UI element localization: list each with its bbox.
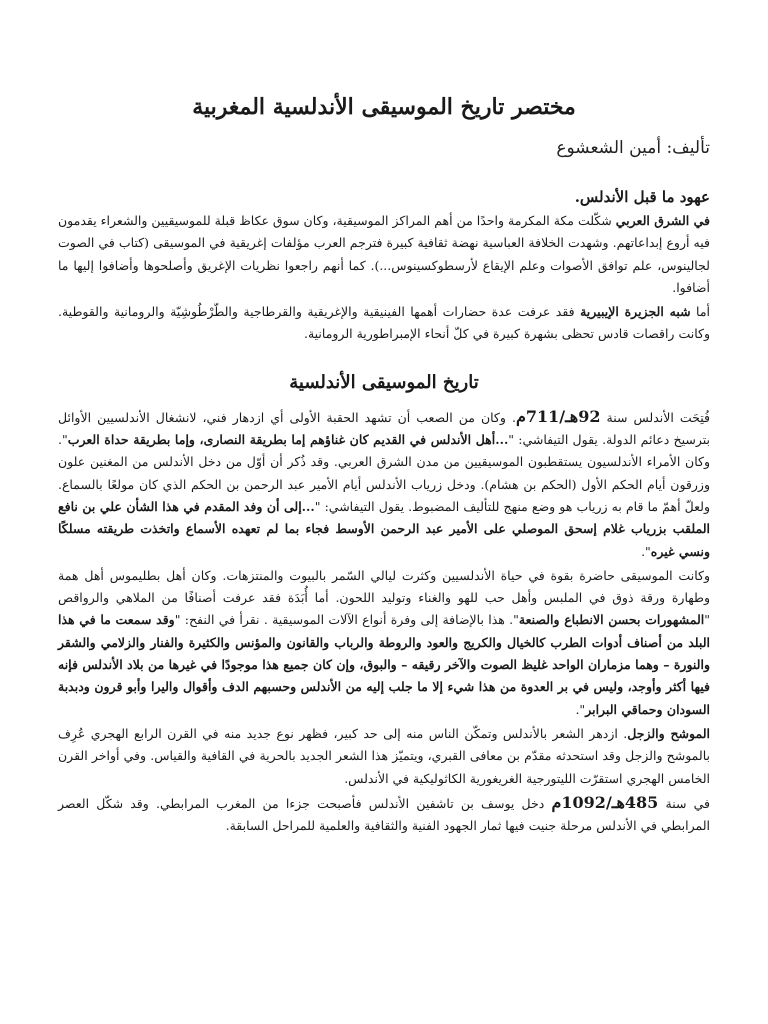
paragraph-lead: في الشرق العربي [615,213,711,228]
paragraph-text: ". [575,701,586,717]
quote-text: ...أهل الأندلس في القديم كان غناؤهم إما بطريقة النصارى، وإما بطريقة حداة العرب [67,432,509,448]
paragraph-almoravid [58,792,710,838]
year-label: 485هـ/1092م [551,792,659,812]
paragraph-text: فُتِحَت الأندلس سنة [600,409,710,425]
paragraph-music-life [58,565,710,721]
author-line: تأليف: أمين الشعشوع [556,138,710,158]
paragraph-text: في سنة [658,795,711,811]
paragraph-text: دخل يوسف بن تاشفين الأندلس فأصبحت جزءا من المغرب المرابطي. وقد شكّل العصر المرابطي في الأندلس مرحلة جنيت فيها ثمار الجهود الفنية والثقافية والعلمية للمراحل السابقة. [58,795,710,834]
section-title-andalusian-history: تاريخ الموسيقى الأندلسية [289,371,479,393]
paragraph-text: . ازدهر الشعر بالأندلس وتمكّن الناس منه إلى حد كبير، فظهر نوع جديد منه في القرن الرابع الهجري عُرِف بالموشح والزجل وقد استحدثه مقدّم بن معافى القبري، ويتميّز هذا الشعر الجديد بالحرية في القافية والقياس. وفي أواخر القرن الخامس الهجري استقرّت الليتورجية الغريغورية الكاثوليكية في الأندلس. [58,725,710,786]
paragraph-text: . وكان من الصعب أن تشهد الحقبة الأولى أي ازدهار فني، لانشغال الأندلسيين الأوائل بترسيخ دعائم الدولة. يقول التيفاشي: " [58,409,710,448]
quote-text: المشهورات بحسن الانطباع والصنعة [518,612,705,628]
paragraph-text: أما [690,304,711,320]
paragraph-lead: شبه الجزيرة الإيبيرية [580,304,691,320]
paragraph-text: وكانت الموسيقى حاضرة بقوة في حياة الأندلسيين وكثرت ليالي السّمر بالبيوت والمنتزهات. وكان أهل بطليموس أهل همة وطهارة ورقة ذوق في الملبس وأهل حب للهو والغناء وتوليد اللحون. أما أُبَدَة فقد عرفت أصنافًا من الملاهي والرواقص " [58,567,710,628]
paragraph-arab-east [58,210,710,299]
quote-text: وقد سمعت ما في هذا البلد من أصناف أدوات الطرب كالخيال والكريج والعود والروطة والرباب والقانون والمؤنس والكثيرة والفنار والزلامي والشقر والنورة – وهما مزماران الواحد غليظ الصوت والآخر رقيقه – والبوق، وإن كان جميع هذا موجودًا في غيرها من بلاد الأندلس فإنه فيها أكثر وأوجد، وليس في بر العدوة من هذا شيء إلا ما جلب إليه من الأندلس وحسبهم الدف وأقوال واليرا وأبو قرون ودبدبة السودان وحماقي البرابر [58,612,710,717]
section-heading-pre-andalus: عهود ما قبل الأندلس. [574,188,710,206]
paragraph-text: فقد عرفت عدة حضارات أهمها الفينيقية والإغريقية والقرطاجية والطّرْطُوشِيّة والرومانية والقوطية. وكانت راقصات قادس تحظى بشهرة كبيرة في كلّ أنحاء الإمبراطورية الرومانية. [58,304,710,342]
paragraph-muwashshah [58,723,710,790]
year-label: 92هـ/711م [515,406,601,426]
paragraph-lead: الموشح والزجل [627,725,710,741]
paragraph-text: ". هذا بالإضافة إلى وفرة أنواع الآلات الموسيقية . نقرأ في النفح: " [174,612,519,628]
quote-text: ...إلى أن وفد المقدم في هذا الشأن علي بن نافع الملقب بزرياب غلام إسحق الموصلي على الأمير عبد الرحمن الأوسط فجاء بما لم تعهده الأسماع واتخذت طريقته مسلكًا ونسي غيره [58,498,710,559]
document-title: مختصر تاريخ الموسيقى الأندلسية المغربية [192,94,576,120]
paragraph-text: ". [641,543,651,559]
paragraph-iberia [58,301,710,346]
paragraph-conquest [58,406,710,563]
paragraph-text: ". وكان الأمراء الأندلسيون يستقطبون الموسيقيين من مدن الشرق العربي. وقد ذُكر أن أوّل من دخل الأندلس من المغنين علون وزرقون أيام الحكم الأول (الحكم بن هشام). ودخل زرياب الأندلس أيام الأمير عبد الرحمن بن الحكم الذي كان مولعًا بالسماع. ولعلّ أهمّ ما قام به زرياب هو وضع منهج للتأليف المضبوط. يقول التيفاشي: " [58,432,710,514]
paragraph-text: شكّلت مكة المكرمة واحدًا من أهم المراكز الموسيقية، وكان سوق عكاظ قبلة للموسيقيين والشعراء يقدمون فيه أروع إبداعاتهم. وشهدت الخلافة العباسية نهضة ثقافية كبيرة فترجم العرب مؤلفات إغريقية في الموسيقى (كتاب في الصوت لجالينوس، علم توافق الأصوات وعلم الإيقاع لأرسطوكسينوس...). كما أنهم راجعوا نظريات الإغريق وأصلحوها وأضافوا إليها ما أضافوا. [58,213,710,295]
